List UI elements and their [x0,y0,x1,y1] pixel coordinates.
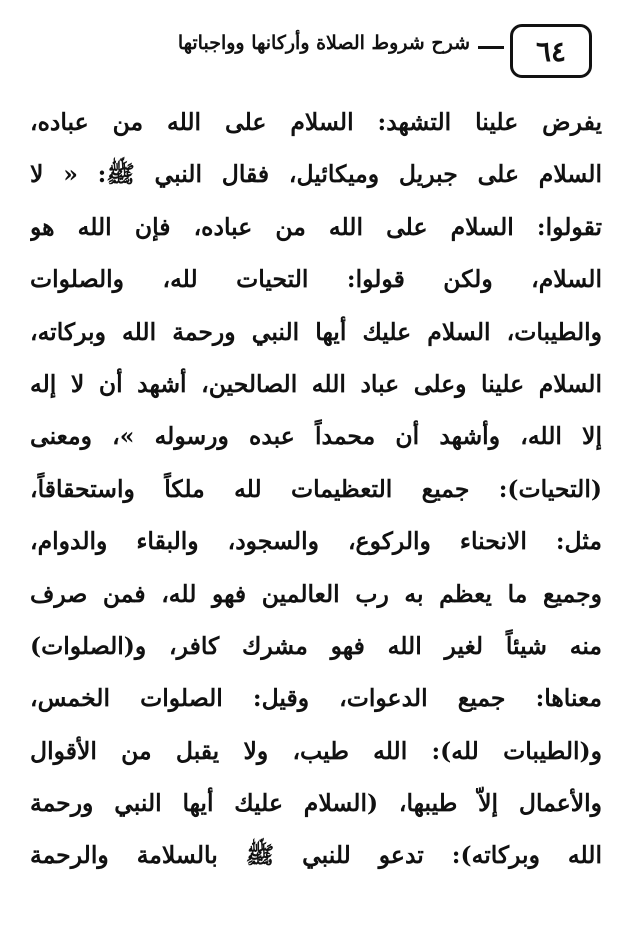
text-line: السلام علينا وعلى عباد الله الصالحين، أشهد أن لا إله [30,369,602,398]
text-line: و(الطيبات لله): الله طيب، ولا يقبل من الأقوال [30,736,602,765]
text-line: معناها: جميع الدعوات، وقيل: الصلوات الخمس، [30,684,602,713]
text-line: تقولوا: السلام على الله من عباده، فإن الله هو [30,212,602,241]
text-line: مثل: الانحناء والركوع، والسجود، والبقاء والدوام، [30,527,602,556]
text-line: يفرض علينا التشهد: السلام على الله من عباده، [30,108,602,136]
text-line: منه شيئاً لغير الله فهو مشرك كافر، و(الصلوات) [30,631,602,660]
text-line: والأعمال إلاّ طيبها، (السلام عليك أيها النبي ورحمة [30,789,602,818]
text-line: (التحيات): جميع التعظيمات لله ملكاً واستحقاقاً، [30,474,602,503]
text-line: وجميع ما يعظم به رب العالمين فهو لله، فمن صرف [30,579,602,608]
text-line: السلام على جبريل وميكائيل، فقال النبي ﷺ: « لا [30,160,602,189]
text-line: إلا الله، وأشهد أن محمداً عبده ورسوله »، ومعنى [30,422,602,451]
text-line: السلام، ولكن قولوا: التحيات لله، والصلوات [30,265,602,294]
page-number: ٦٤ [510,24,592,78]
page-header [40,22,592,78]
text-line: الله وبركاته): تدعو للنبي ﷺ بالسلامة والرحمة [30,841,602,870]
running-title: شرح شروط الصلاة وأركانها وواجباتها [177,32,470,54]
text-line: والطيبات، السلام عليك أيها النبي ورحمة الله وبركاته، [30,317,602,346]
header-rule [478,46,504,49]
body-text [30,96,602,882]
